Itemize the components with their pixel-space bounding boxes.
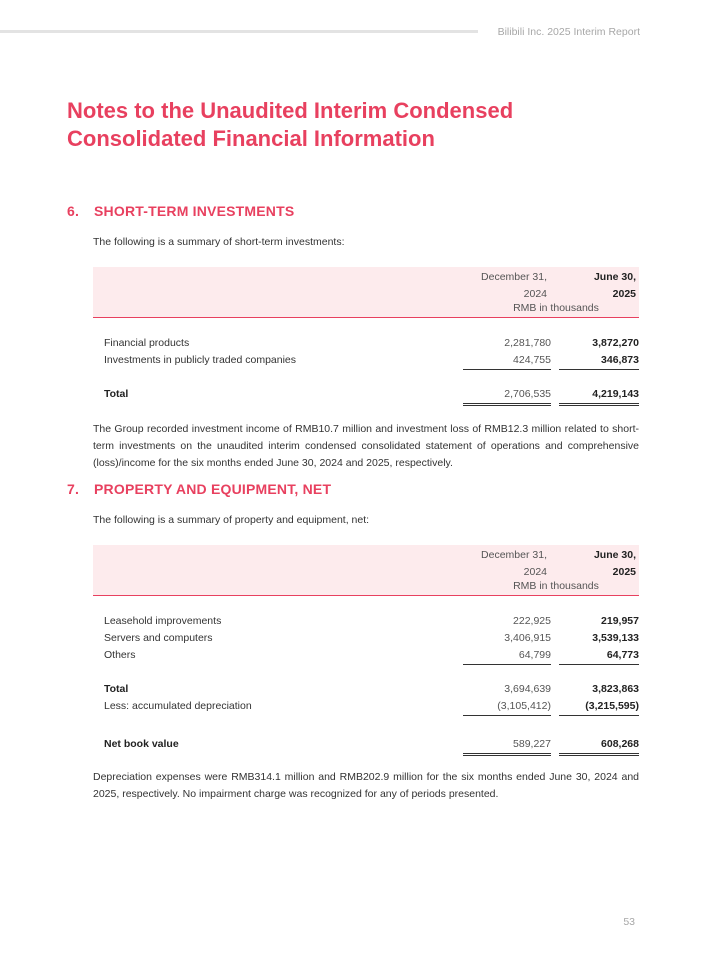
section-7-note: Depreciation expenses were RMB314.1 million and RMB202.9 million for the six months ended June 30, 2024 and 2025, respectively. No impairment charge was recognized for any of periods presented. (93, 771, 639, 800)
page-number: 53 (623, 916, 635, 928)
table-row: Less: accumulated depreciation (3,105,412) (3,215,595) (93, 698, 639, 715)
col-header-2025: June 30, 2025 (593, 549, 636, 578)
table-row: Investments in publicly traded companies 424,755 346,873 (93, 352, 639, 369)
section-7-heading (67, 481, 331, 497)
table-row: Financial products 2,281,780 3,872,270 (104, 337, 639, 349)
short-term-investments-table (93, 267, 639, 403)
section-6-intro: The following is a summary of short-term investments: (93, 236, 345, 248)
header-rule (0, 30, 478, 33)
spacer (93, 369, 639, 386)
col-header-2024: December 31, 2024 (481, 549, 547, 578)
table-row: Servers and computers 3,406,915 3,539,133 (104, 632, 639, 644)
section-number: 6. (67, 203, 80, 219)
spacer (93, 318, 639, 335)
section-6-heading (67, 203, 294, 219)
spacer (93, 596, 639, 613)
table-row-total: Total 3,694,639 3,823,863 (104, 683, 639, 695)
page-title: Notes to the Unaudited Interim Condensed Consolidated Financial Information (67, 98, 514, 151)
col-header-2025: June 30, 2025 (593, 271, 636, 300)
table-row-total: Total 2,706,535 4,219,143 (93, 386, 639, 403)
property-equipment-table (93, 545, 639, 753)
running-header: Bilibili Inc. 2025 Interim Report (497, 26, 640, 38)
spacer (93, 664, 639, 681)
unit-label: RMB in thousands (513, 580, 599, 592)
table-row: Leasehold improvements 222,925 219,957 (104, 615, 639, 627)
table-header (93, 545, 639, 596)
section-title: PROPERTY AND EQUIPMENT, NET (94, 481, 332, 497)
section-6-note: The Group recorded investment income of RMB10.7 million and investment loss of RMB12.3 million related to short-term investments on the unaudited interim condensed consolidated statement of operations and comprehensive (loss)/income for the six months ended June 30, 2024 and 2025, respectively. (93, 423, 639, 469)
section-7-intro: The following is a summary of property and equipment, net: (93, 514, 370, 526)
table-row-net-book-value: Net book value 589,227 608,268 (93, 736, 639, 753)
spacer (93, 715, 639, 732)
col-header-2024: December 31, 2024 (481, 271, 547, 300)
table-header (93, 267, 639, 318)
section-number: 7. (67, 481, 80, 497)
section-title: SHORT-TERM INVESTMENTS (94, 203, 295, 219)
unit-label: RMB in thousands (513, 302, 599, 314)
table-row: Others 64,799 64,773 (93, 647, 639, 664)
